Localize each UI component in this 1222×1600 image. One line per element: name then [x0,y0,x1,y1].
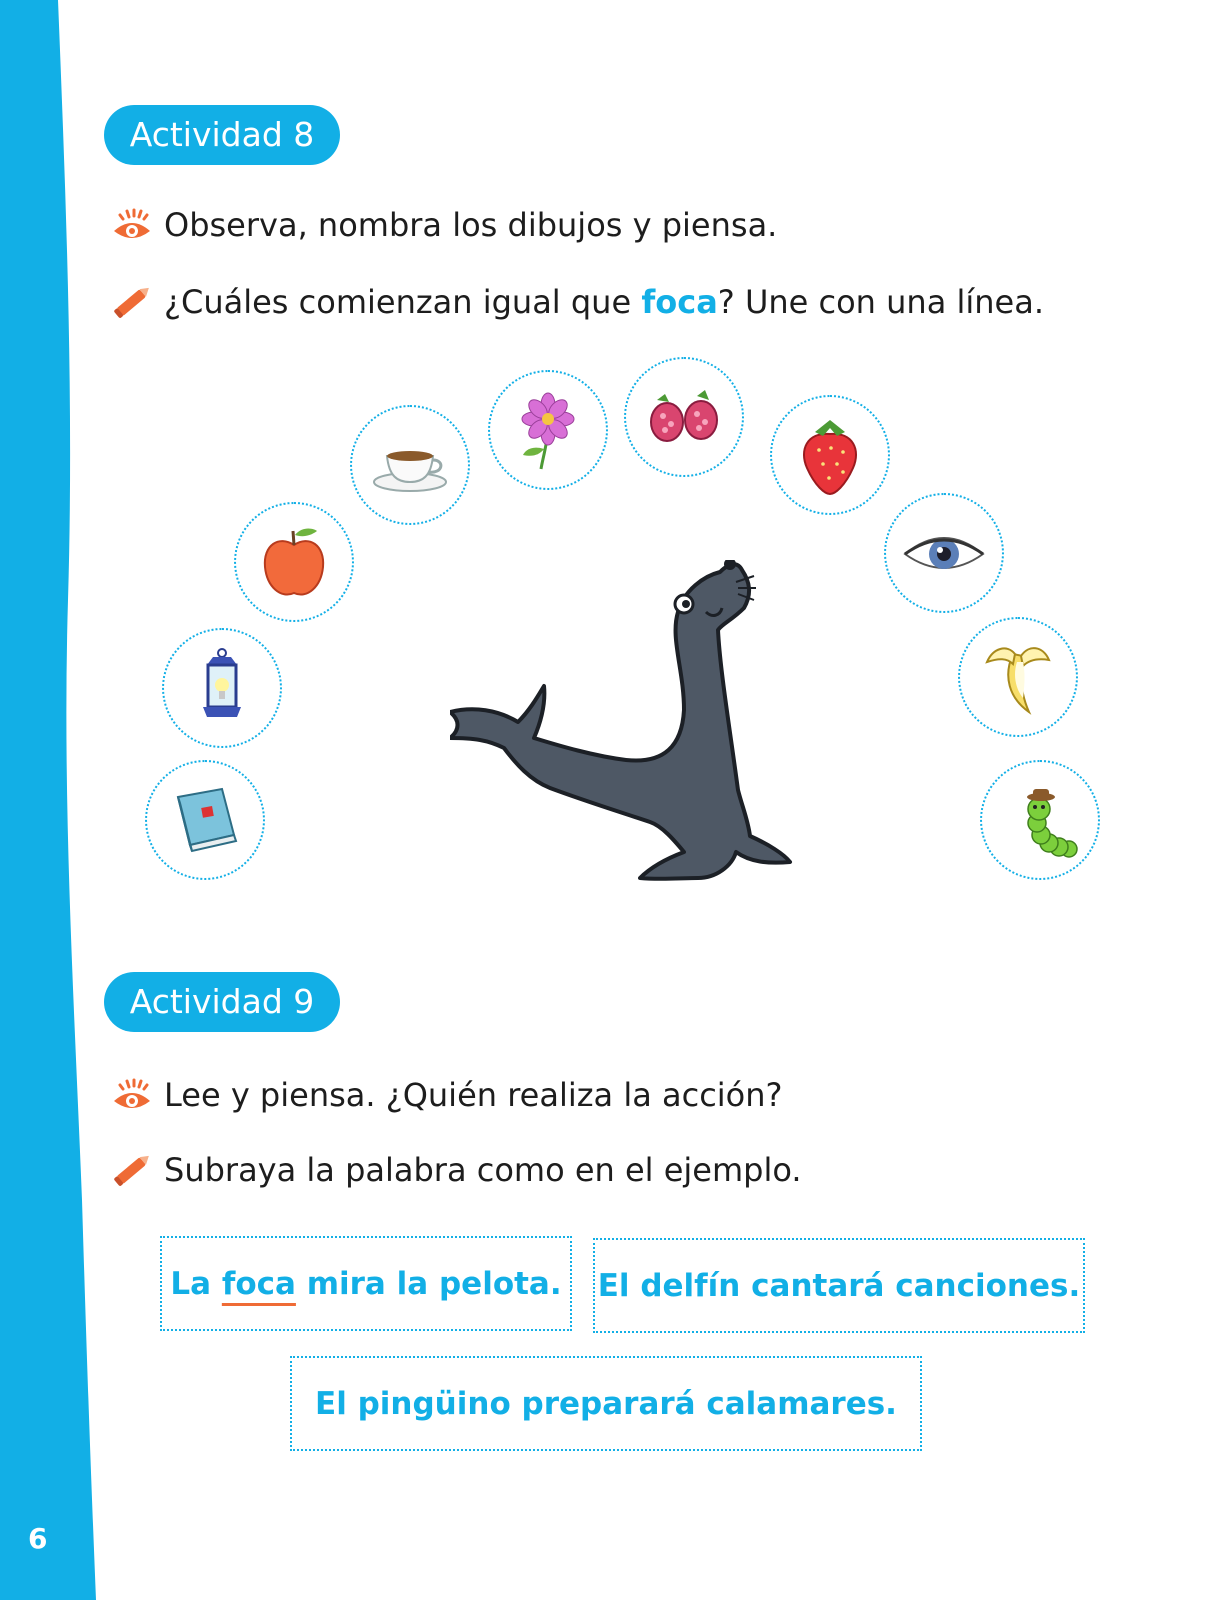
pencil-icon [110,282,154,322]
activity-9-title: Actividad 9 [104,972,340,1032]
example-after: mira la pelota. [295,1265,562,1302]
picture-eye[interactable] [884,493,1004,613]
instruction-underline-text: Subraya la palabra como en el ejemplo. [164,1151,802,1189]
book-icon [160,775,250,865]
example-before: La [170,1265,222,1302]
instruction-observe-text: Observa, nombra los dibujos y piensa. [164,206,778,244]
flower-icon [503,385,593,475]
sentence-box-penguin[interactable] [290,1356,922,1451]
picture-apple[interactable] [234,502,354,622]
instruction-join-after: ? Une con una línea. [717,283,1044,321]
instruction-read-text: Lee y piensa. ¿Quién realiza la acción? [164,1076,783,1114]
raspberries-icon [639,372,729,462]
example-sentence-box[interactable] [160,1236,572,1331]
lantern-icon [177,643,267,733]
picture-banana[interactable] [958,617,1078,737]
instruction-observe [110,205,777,245]
instruction-join-highlight: foca [641,283,718,321]
strawberry-icon [785,410,875,500]
eye-icon [110,1075,154,1115]
picture-raspberries[interactable] [624,357,744,477]
picture-flower[interactable] [488,370,608,490]
sentence-box-dolphin[interactable] [593,1238,1085,1333]
picture-strawberry[interactable] [770,395,890,515]
picture-book[interactable] [145,760,265,880]
instruction-read [110,1075,783,1115]
sentence-penguin: El pingüino preparará calamares. [315,1385,897,1422]
banana-icon [973,632,1063,722]
cup-icon [365,420,455,510]
picture-worm[interactable] [980,760,1100,880]
example-underlined-word: foca [221,1265,296,1302]
sentence-dolphin: El delfín cantará canciones. [597,1267,1081,1304]
seal-illustration [450,560,810,900]
instruction-underline [110,1150,802,1190]
eye-icon [110,205,154,245]
side-band [0,0,100,1600]
worm-icon [995,775,1085,865]
instruction-join-before: ¿Cuáles comienzan igual que [164,283,642,321]
picture-cup[interactable] [350,405,470,525]
apple-icon [249,517,339,607]
activity-8-title: Actividad 8 [104,105,340,165]
page-number: 6 [28,1522,48,1555]
picture-lantern[interactable] [162,628,282,748]
instruction-join [110,282,1044,322]
eye-picture-icon [899,508,989,598]
pencil-icon [110,1150,154,1190]
